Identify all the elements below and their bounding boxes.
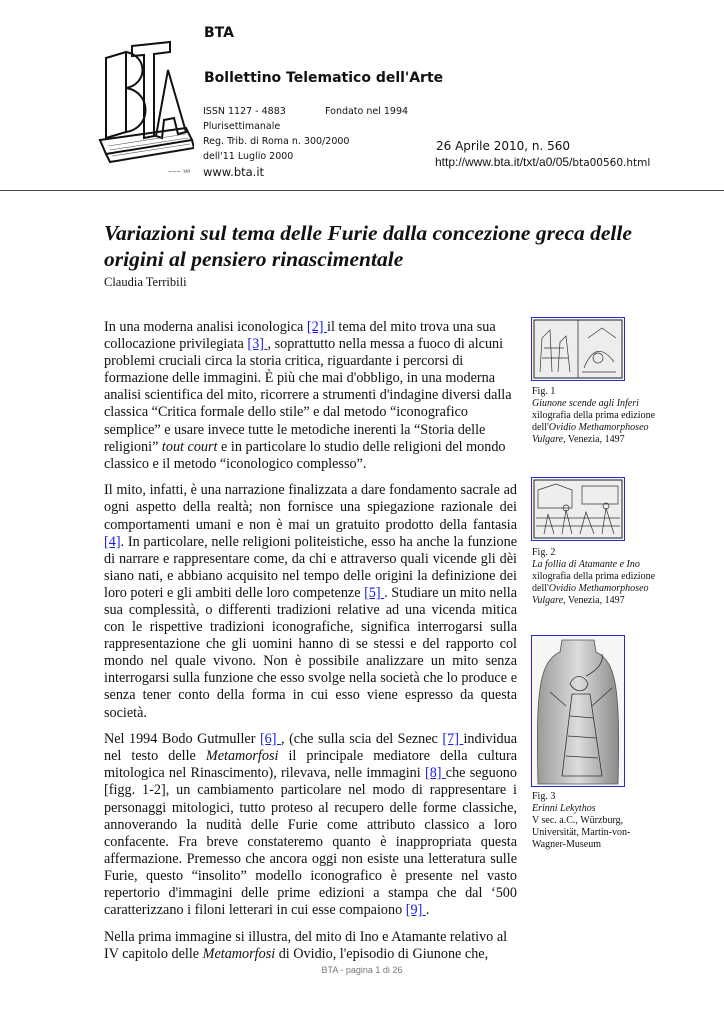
url-main: http://www.bta.it/txt/a0/05/ bbox=[435, 155, 573, 169]
article-title: Variazioni sul tema delle Furie dalla concezione greca delle origini al pensiero rinascimentale bbox=[104, 221, 632, 271]
bta-logo bbox=[96, 40, 194, 180]
issn: ISSN 1127 - 4883 bbox=[203, 106, 286, 117]
issue-date: 26 Aprile 2010, n. 560 bbox=[436, 139, 571, 153]
figure-2-caption: Fig. 2 La follia di Atamante e Ino xilografia della prima edizione dell'Ovidio Methamorphoseo Vulgare, Venezia, 1497 bbox=[532, 547, 656, 606]
footnote-ref-6[interactable]: [6] bbox=[259, 731, 282, 748]
figure-1-caption: Fig. 1 Giunone scende agli Inferi xilografia della prima edizione dell'Ovidio Methamorphoseo Vulgare, Venezia, 1497 bbox=[532, 386, 656, 445]
website-link[interactable]: www.bta.it bbox=[203, 165, 265, 179]
paragraph-2: Il mito, infatti, è una narrazione finalizzata a dare fondamento sacrale ad ogni aspetto della realtà; non fornisce una spiegazione razionale dei comportamenti umani e non è mai un gratuito prodotto della fantasia [4]. In particolare, nelle religioni politeistiche, esso ha anche la funzione di narrare e rappresentare come, da chi e attraverso quali vicende gli dèi siano nati, e abbiano acquisito nel tempo delle origini la definizione dei loro poteri e gli ambiti delle loro competenze [5] . Studiare un mito nella sua complessità, o differenti tradizioni relative ad una vicenda mitica con le rispettive tradizioni iconografiche, significa interrogarsi sulla rappresentazione che gli uomini hanno di se stessi e del rapporto col mondo nel quale vivono. Non è possibile analizzare un mito senza interrogarsi sulla funzione che esso svolge nella società che lo produce e senza tener conto della forma in cui esso viene espresso da questa società. bbox=[104, 482, 517, 721]
footnote-ref-9[interactable]: [9] bbox=[405, 902, 426, 919]
footnote-ref-5[interactable]: [5] bbox=[364, 584, 385, 601]
footnote-ref-8[interactable]: [8] bbox=[424, 765, 446, 782]
article-url[interactable] bbox=[435, 155, 650, 169]
header-divider bbox=[0, 190, 724, 191]
svg-text:~~~ ’99: ~~~ ’99 bbox=[168, 169, 191, 175]
footnote-ref-7[interactable]: [7] bbox=[442, 731, 464, 748]
footnote-ref-4[interactable]: [4] bbox=[104, 533, 121, 550]
bta-label: BTA bbox=[204, 25, 234, 41]
paragraph-4: Nella prima immagine si illustra, del mito di Ino e Atamante relativo al IV capitolo delle Metamorfosi di Ovidio, l'episodio di Giunone che, bbox=[104, 928, 508, 962]
figure-1-image[interactable] bbox=[531, 317, 625, 381]
figure-3-image[interactable] bbox=[531, 635, 625, 787]
frequency: Plurisettimanale bbox=[203, 121, 281, 132]
registration: Reg. Trib. di Roma n. 300/2000 bbox=[203, 136, 350, 147]
founded: Fondato nel 1994 bbox=[325, 106, 409, 117]
article-author: Claudia Terribili bbox=[104, 275, 187, 289]
figure-3-caption: Fig. 3 Erinni Lekythos V sec. a.C., Würzburg, Universität, Martin-von- Wagner-Museum bbox=[532, 791, 631, 850]
footnote-ref-3[interactable]: [3] bbox=[247, 336, 268, 353]
paragraph-3: Nel 1994 Bodo Gutmuller [6] , (che sulla scia del Seznec [7] individua nel testo delle Metamorfosi il principale mediatore della cultura mitologica nel Rinascimento), rilevava, nelle immagini [8] che seguono [figg. 1-2], un cambiamento particolare nel modo di rappresentare i personaggi mitologici, tutto proteso al recupero delle forme classiche, annoverando la nudità delle Furie come attributo classico a loro confacente. Fra breve constateremo quanto è inappropriata questa affermazione. Premesso che ancora oggi non esiste una letteratura sulle Furie, questo “insolito” modello iconografico è presente nel vasto repertorio d'immagini delle prime edizioni a stampa che dal ‘500 caratterizzano i filoni letterari in cui esse compaiono [9] . bbox=[104, 731, 518, 919]
figure-2-image[interactable] bbox=[531, 477, 625, 541]
registration-date: dell'11 Luglio 2000 bbox=[203, 151, 294, 162]
paragraph-1: In una moderna analisi iconologica [2] il tema del mito trova una sua collocazione privilegiata [3] , soprattutto nella messa a fuoco di alcuni problemi cruciali circa la storia critica, riguardante i percorsi di formazione delle immagini. È più che mai d'obbligo, in una moderna analisi scientifica del mito, ricorrere a strumenti d'indagine diversi dalla classica “Critica formale dello stile” e dal metodo “iconografico semplice” e usare invece tutte le metodiche inerenti la “Storia delle religioni” tout court e in particolare lo studio delle religioni del mondo classico e il metodo “iconologico complesso”. bbox=[104, 319, 512, 472]
footnote-ref-2[interactable]: [2] bbox=[306, 319, 327, 335]
logo-text: BTA bbox=[110, 76, 120, 82]
journal-name: Bollettino Telematico dell'Arte bbox=[204, 70, 444, 86]
page-footer: BTA - pagina 1 di 26 bbox=[321, 965, 403, 975]
url-file: bta00560.html bbox=[572, 157, 651, 169]
article-body bbox=[104, 319, 517, 972]
